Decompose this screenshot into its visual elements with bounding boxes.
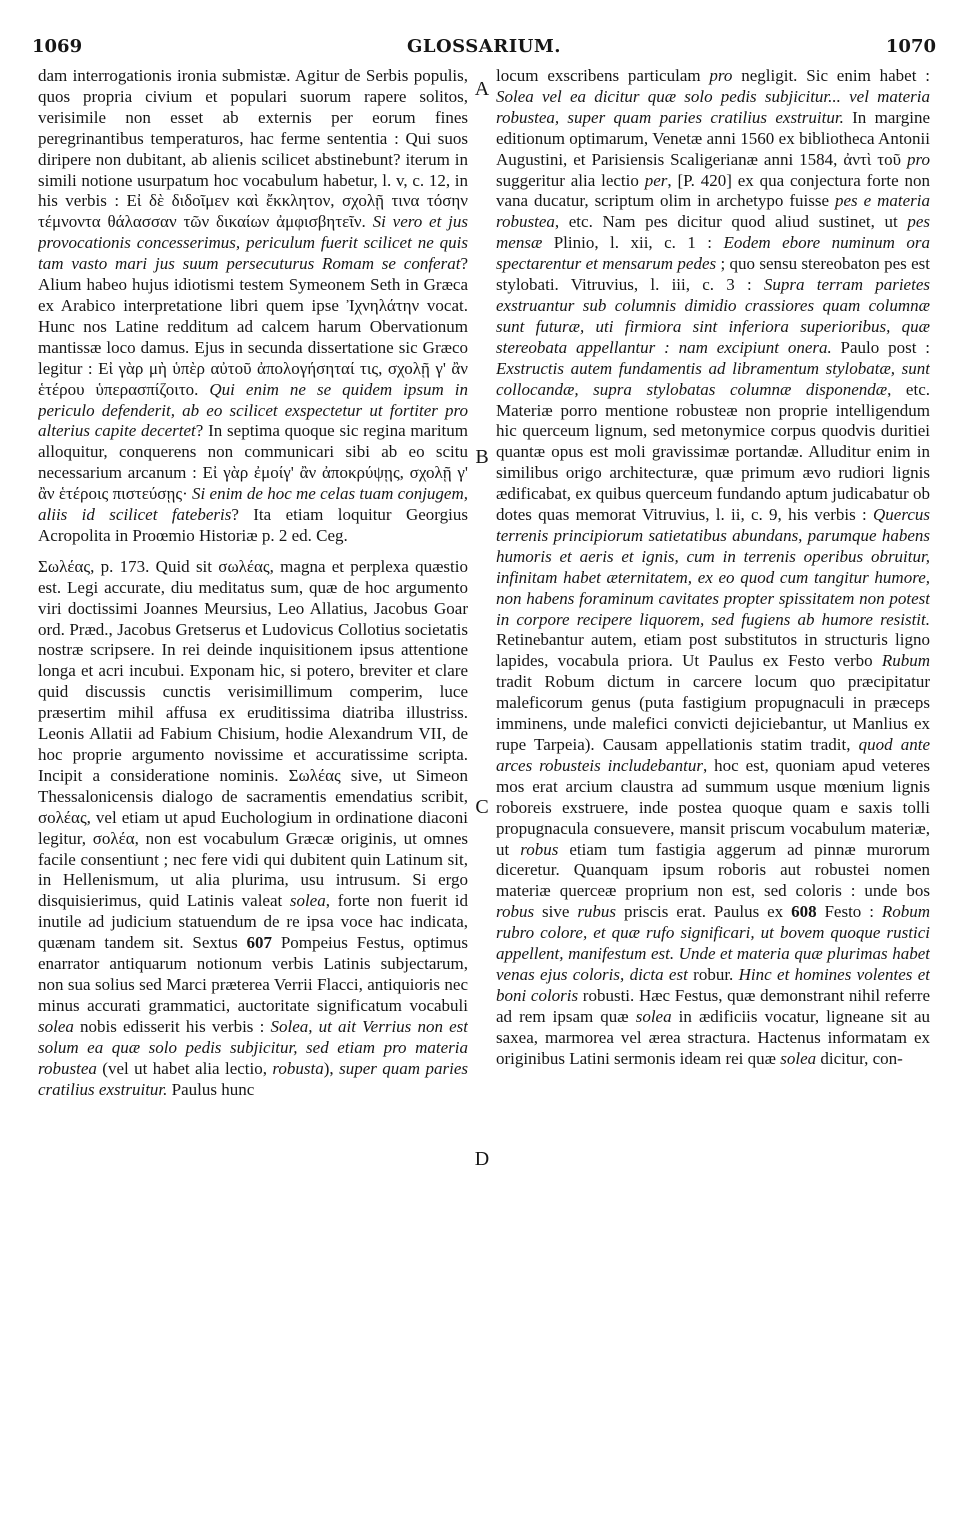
- text-run: super quam paries cratilius exstruitur.: [38, 1058, 468, 1099]
- text-run: suggeritur alia lectio: [496, 170, 645, 190]
- text-run: solea: [780, 1048, 817, 1068]
- right-column: [496, 66, 930, 1526]
- text-run: Festo :: [816, 902, 882, 922]
- text-run: Pompeius Festus, optimus enarrator antiquarum notionum verbis Latinis subjectarum, non sua solius sed Marci præterea Verrii Flacci, antiquioris nec minus accurati grammatici, auctoritate significatum vocabuli: [38, 933, 468, 1015]
- text-run: ; quo sensu stereobaton pes est stylobati. Vitruvius, l. iii, c. 3 :: [496, 254, 930, 295]
- text-run: , etc. Nam pes dicitur quod aliud sustinet, ut: [554, 212, 908, 232]
- text-run: Eodem ebore numinum ora spectarentur et mensarum pedes: [496, 233, 930, 274]
- text-run: locum exscribens particulam: [496, 66, 710, 85]
- text-run: Si enim de hoc me celas tuam conjugem, aliis id scilicet fateberis: [38, 484, 468, 525]
- paragraph-interrogationis: [38, 66, 468, 547]
- text-run: Si vero et jus provocationis concesserimus, periculum fuerit scilicet ne quis tam vasto mari jus suum persecuturus Romam se conferat: [38, 212, 468, 274]
- text-run: pes e materia robustea: [496, 191, 930, 232]
- text-run: Rubum: [881, 651, 930, 671]
- text-run: Quercus terrenis principiorum satietatibus abundans, parumque habens humoris et aeris et ignis, cum in terrenis operibus obruitur, infinitam habet æternitatem, ex eo quod cum tangitur humore, non habens foraminum cavitates propter spissitatem non potest in corpore recipere liquorem, sed fugiens ab humore resistit.: [496, 505, 930, 629]
- text-run: Retinebantur autem, etiam post substitutos in structuris ligno lapides, vocabula priora. Ut Paulus ex Festo verbo: [496, 630, 930, 671]
- text-run: solea: [289, 891, 326, 911]
- text-run: dicitur, con-: [816, 1048, 903, 1068]
- text-run: pro: [907, 149, 930, 169]
- text-run: In margine editionum optimarum, Venetæ anni 1560 ex bibliotheca Antonii Augustini, et Parisiensis Scaligerianæ anni 1584, ἀντὶ τοῦ: [496, 107, 930, 169]
- text-run: Robum rubro colore, et quæ rufo significari, ut bovem quoque rustici appellent, manifestum est. Unde et materia quæ plurimas habet venas ejus coloris, dicta est: [496, 902, 930, 984]
- text-run: Paulo post :: [831, 337, 930, 357]
- margin-marker-a: A: [474, 78, 490, 100]
- margin-marker-d: D: [474, 1148, 490, 1170]
- text-run: , hoc est, quoniam apud veteres mos erat arcium claustra ad summum usque mœnium lignis roboreis exstruere, inde postea quoque quam e saxis tolli propugnacula consuevere, mansit priscum vocabulum materiæ, ut: [496, 755, 930, 859]
- text-run: sive: [534, 902, 578, 922]
- text-run: Hinc et homines volentes et boni coloris: [496, 964, 930, 1005]
- text-run: in ædificiis vocatur, ligneane sit au saxea, marmorea vel ærea stractura. Hactenus informatam ex originibus Latini sermonis ideam rei quæ: [496, 1006, 930, 1068]
- page-title: GLOSSARIUM.: [406, 36, 562, 57]
- text-run: ? In septima quoque sic regina maritum alloquitur, conquerens non communicari sibi ab eo scitu necessarium arcanum : Εἰ γὰρ ἐμοίγ' ἂν ἀποκρύψῃς, σχολῇ γ' ἂν ἑτέροις πιστεύσῃς·: [38, 421, 468, 504]
- text-run: negligit. Sic enim habet :: [732, 66, 930, 85]
- text-run: ),: [323, 1058, 340, 1078]
- paragraph-soleas: [38, 557, 468, 1101]
- text-run: (vel ut habet alia lectio,: [96, 1058, 273, 1078]
- margin-marker-c: C: [475, 796, 489, 818]
- text-run: robusti. Hæc Festus, quæ demonstrant nihil referre ad rem ipsam quæ: [496, 985, 930, 1026]
- text-run: nobis edisserit his verbis :: [73, 1016, 271, 1036]
- text-run: etiam tum fastigia aggerum ad pinnæ murorum diceretur. Quanquam ipsum roboris aut robustei nomen materiæ querceæ proprium non est, sed coloris : unde bos: [496, 839, 930, 901]
- text-run: Paulus hunc: [167, 1079, 255, 1099]
- text-run: quod ante arces robusteis includebantur: [496, 735, 930, 775]
- text-run: robus: [520, 839, 559, 859]
- text-run: 608: [791, 902, 817, 922]
- text-run: , forte non fuerit id inutile ad judicium statuendum de re ipsa voce hac indicata, quænam tandem sit. Sextus: [38, 891, 468, 953]
- text-run: dam interrogationis ironia submistæ. Agitur de Serbis populis, quos propria civium et populari suorum rapere solitos, verisimile non esset ab externis per eorum fines peregrinantibus temperaturos, hac ferme sententia : Qui suos diripere non dubitant, ab alienis scilicet abstinebunt? iterum in simili notione usurpatum hoc vocabulum habetur, l. v, c. 12, in his verbis : Εἰ δὲ διδοῖμεν καὶ ἔκκλητον, σχολῇ τινα τόσην τέμνοντα θάλασσαν τῶν δικαίων ἀμφισβητεῖν.: [38, 66, 468, 232]
- text-run: solea: [635, 1006, 672, 1026]
- text-run: ? Ita etiam loquitur Georgius Acropolita in Proœmio Historiæ p. 2 ed. Ceg.: [38, 505, 468, 545]
- text-run: Σωλέας, p. 173. Quid sit σωλέας, magna et perplexa quæstio est. Legi accurate, diu meditatus sum, quæ de hoc argumento viri doctissimi Joannes Meursius, Leo Allatius, Jacobus Goar ord. Præd., Jacobus Gretserus et Ludovicus Collotius societatis nostræ scripsere. In rei deinde inquisitionem ipsus attentione longa et acri incubui. Exponam hic, si potero, breviter et clare quid discussis cunctis verisimillimum comperim, luce præsertim mihil affusa ex eruditissima diatriba illustriss. Leonis Allatii ad Fabium Chisium, hodie Alexandrum VII, de hoc proprie argumento novissime et accuratissime scripta. Incipit a consideratione nominis. Σωλέας sive, ut Simeon Thessalonicensis dialogo de sacramentis emendatius scribit, σολέας, vel etiam ut apud Euchologium in ordinatione diaconi legitur, σολέα, non est vocabulum Græcæ originis, ut omnes facile consentiunt ; nec fere vidi qui dubitent quin Latinum sit, in Hellenismum, ut alia plurima, usu intrusum. Si ergo disquisierimus, quid Latinis valeat: [38, 556, 468, 911]
- text-run: Solea, ut ait Verrius non est solum ea quæ solo pedis subjicitur, sed etiam pro materia robustea: [38, 1016, 468, 1078]
- page-number-left: 1069: [32, 36, 83, 57]
- text-run: , etc. Materiæ porro mentione robusteæ non proprie intelligendum hic querceum lignum, sed metonymice corpus quodvis duritiei quantæ opus est moli gravissimæ portandæ. Alluditur enim in similibus origo architecturæ, quæ primum ævo rudiori lignis ædificabat, ex quibus querceum fundando aptum judicabatur ob dotes quas memorat Vitruvius, l. ii, c. 9, his verbis :: [496, 379, 930, 525]
- running-header: [32, 36, 936, 60]
- text-run: 607: [246, 933, 273, 953]
- text-run: pes mensæ: [496, 212, 930, 253]
- left-column: [38, 66, 468, 1526]
- text-run: per: [644, 170, 668, 190]
- paragraph-continuation: [496, 66, 930, 1070]
- text-run: solea: [38, 1016, 74, 1036]
- text-run: Qui enim ne se quidem ipsum in periculo defenderit, ab eo scilicet exspectetur ut fortiter pro alterius capite decertet: [38, 379, 468, 441]
- text-run: Supra terram parietes exstruantur sub columnis dimidio crassiores quam columnæ sunt futuræ, uti firmiora sint inferiora superioribus, quæ stereobata appellantur : nam excipiunt onera.: [496, 275, 930, 357]
- text-run: priscis erat. Paulus ex: [616, 902, 792, 922]
- text-run: robusta: [272, 1058, 324, 1078]
- text-run: pro: [709, 66, 733, 85]
- text-run: rubus: [577, 902, 617, 922]
- text-run: Solea vel ea dicitur quæ solo pedis subjicitur... vel materia robustea, super quam paries cratilius exstruitur.: [496, 86, 930, 127]
- text-run: Plinio, l. xii, c. 1 :: [542, 233, 724, 253]
- text-run: , [P. 420] ex qua conjectura forte non vana ducatur, scriptum olim in archetypo fuisse: [496, 170, 930, 211]
- text-run: Exstructis autem fundamentis ad libramentum stylobatæ, sunt collocandæ, supra stylobatas columnæ disponendæ: [496, 358, 930, 399]
- text-run: ? Alium habeo hujus idiotismi testem Symeonem Seth in Græca ex Arabico interpretatione libri quem ipse Ἰχνηλάτην vocat. Hunc nos Latine redditum ad calcem harum Obervationum mantissæ loco damus. Ejus in secunda dissertatione sic Græco legitur : Εἰ γὰρ μὴ ὑπὲρ αὐτοῦ ἀπολογήσηταί τις, σχολῇ γ' ἂν ἑτέρου ὑπερασπίζοιτο.: [38, 254, 468, 399]
- margin-marker-b: B: [475, 446, 489, 468]
- page-number-right: 1070: [885, 36, 936, 57]
- text-run: robus: [496, 902, 535, 922]
- text-run: tradit Robum dictum in carcere locum quo præcipitatur maleficorum genus (puta fastigium propugnaculi in præceps imminens, unde malefici convicti dejiciebantur, ut Manlius ex rupe Tarpeia). Causam appellationis statim tradit,: [496, 672, 930, 754]
- text-run: robur.: [687, 964, 739, 984]
